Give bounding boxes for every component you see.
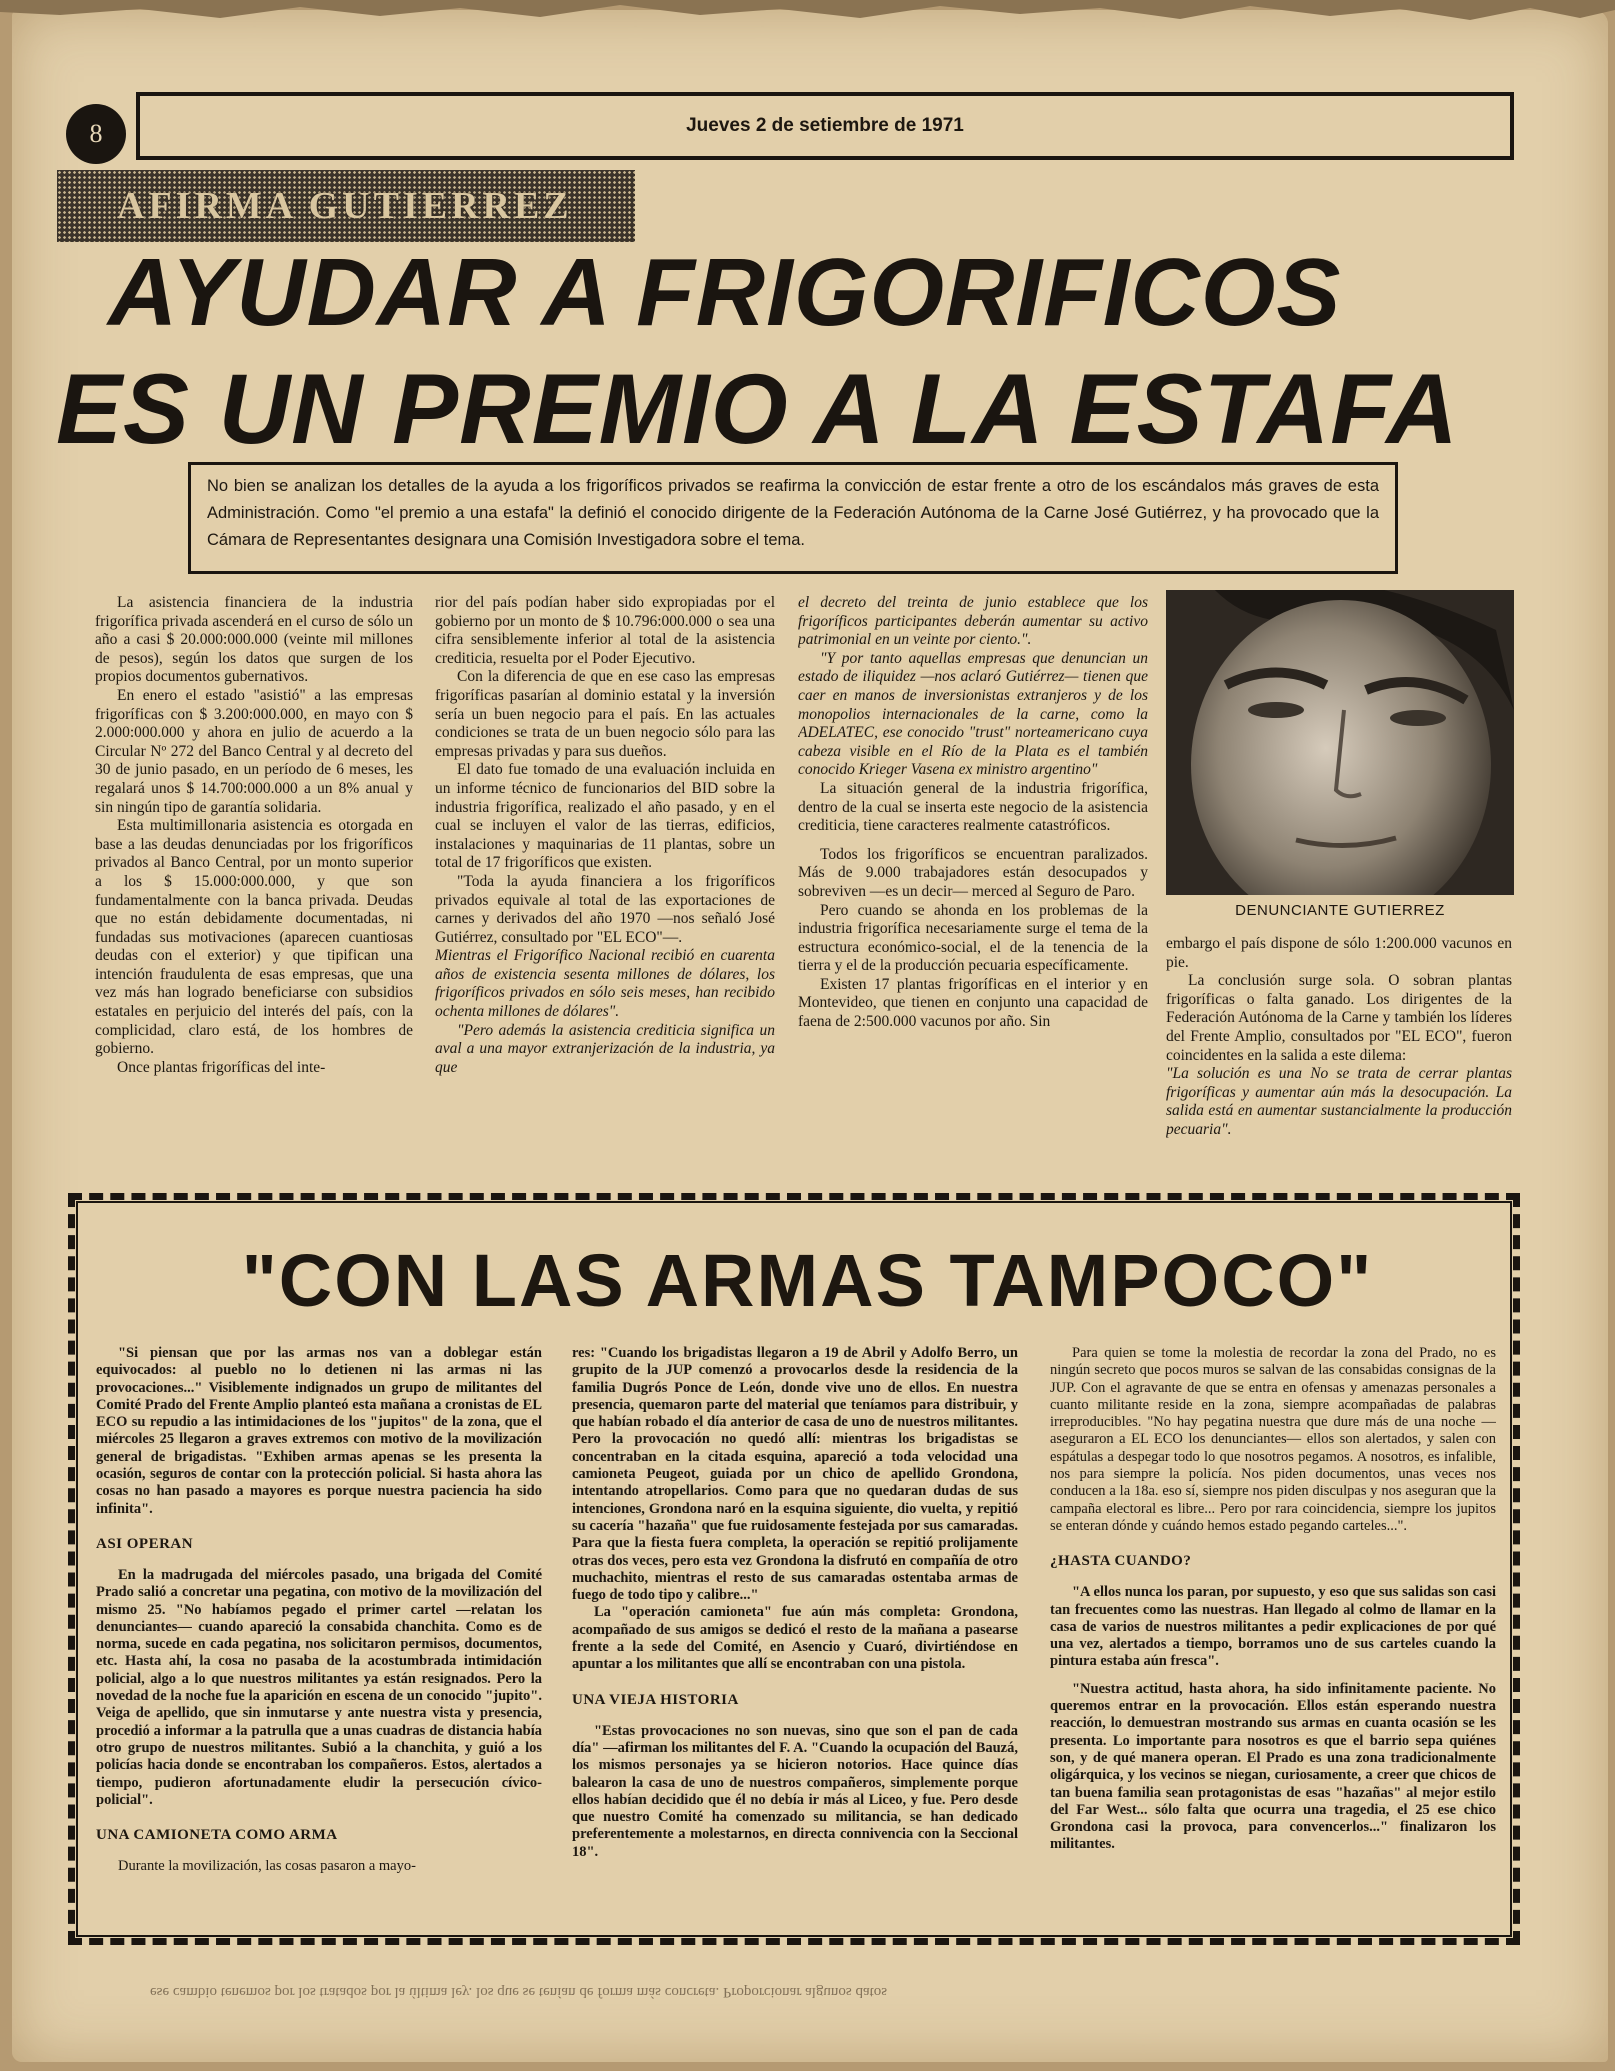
page-number: 8 [66,104,126,164]
photo-caption: DENUNCIANTE GUTIERREZ [1235,902,1445,919]
article1-column-3 [798,594,1148,1179]
subheading: ¿HASTA CUANDO? [1050,1553,1192,1570]
article2-headline: "CON LAS ARMAS TAMPOCO" [241,1239,1374,1322]
quote-italic: "Y por tanto aquellas empresas que denuncian un estado de iliquidez —nos aclaró Gutiérrez— tienen que caer en manos de inversionistas extranjeros y de los monopolios internacionales de la carne, como la ADELATEC, ese conocido "trust" norteamericano cuya cabeza visible en el Río de la Plata es el también conocido Krieger Vasena ex ministro argentino" [798,649,1148,779]
bleed-through-text: ese cambio tenemos por los tratados por la última ley. los que se tenían de forma más concreta. Proporcionar algunos datos [150,1984,888,2000]
article2-column-1 [96,1345,542,1925]
paragraph: La asistencia financiera de la industria frigorífica privada ascenderá en el curso de sólo un año a casi $ 20.000:000.000 (veinte mil millones de pesos), según los datos que surgen de los propios documentos gubernativos. [95,594,413,686]
paragraph: En enero el estado "asistió" a las empresas frigoríficas con $ 3.200:000.000, en mayo con $ 2.000:000.000 y ahora en julio de acuerdo a la Circular Nº 272 del Banco Central y al decreto del 30 de junio pasado, en un período de 6 meses, les regalará unos $ 14.700:000.000 a un 8% anual y sin ningún tipo de garantía solidaria. [95,686,413,816]
portrait-photo [1166,590,1514,895]
paragraph: Pero cuando se ahonda en los problemas de la industria frigorífica necesariamente surge el tema de la estructura económico-social, el de la tenencia de la tierra y el de la producción pecuaria específicamente. [798,901,1148,975]
paragraph: rior del país podían haber sido expropiadas por el gobierno por un monto de $ 10.796:000.000 o sea una cifra sensiblemente inferior al total de la asistencia crediticia, resuelta por el Poder Ejecutivo. [435,594,775,667]
paragraph: La "operación camioneta" fue aún más completa: Grondona, acompañado de sus amigos se dedicó el resto de la mañana a pasearse frente a la sede del Comité, en Asencio y Cuaró, divirtiéndose en apuntar a los militantes que allí se encontraban con una pistola. [572,1604,1018,1673]
paragraph: La situación general de la industria frigorífica, dentro de la cual se inserta este negocio de la asistencia crediticia, tiene caracteres realmente catastróficos. [798,779,1148,835]
paragraph [435,1022,775,1078]
paragraph: embargo el país dispone de sólo 1:200.000 vacunos en pie. [1166,935,1512,971]
subheading: ASI OPERAN [96,1535,194,1552]
paragraph: La conclusión surge sola. O sobran plantas frigoríficas o falta ganado. Los dirigentes de la Federación Autónoma de la Carne y también los líderes del Frente Amplio, consultados por "EL ECO", fueron coincidentes en la salida a este dilema: [1166,972,1512,1064]
subheading: UNA CAMIONETA COMO ARMA [96,1827,338,1844]
paragraph: Existen 17 plantas frigoríficas en el interior y en Montevideo, que tienen en conjunto una capacidad de faena de 2:500.000 vacunos por año. Sin [798,975,1148,1031]
paragraph: Todos los frigoríficos se encuentran paralizados. Más de 9.000 trabajadores están desocupados y sobreviven —es un decir— merced al Seguro de Paro. [798,845,1148,900]
torn-top-edge [0,0,1615,26]
subheading: UNA VIEJA HISTORIA [572,1691,739,1708]
paragraph: "Nuestra actitud, hasta ahora, ha sido infinitamente paciente. No queremos entrar en la provocación. Ellos están esperando nuestra reacción, lo demuestran mostrando sus armas en cuanta ocasión se les presenta. Lo importante para nosotros es que el barrio sepa quiénes son, y de qué manera operan. El Prado es una zona tradicionalmente oligárquica, y los vecinos se niegan, curiosamente, a creer que chicos de tan buena familia sean protagonistas de esas "hazañas" al mejor estilo del Far West... sólo falta que ocurra una tragedia, el 25 ese chico Grondona casi la provoca, para convencerlos..." finalizaron los militantes. [1050,1680,1496,1853]
article1-column-4 [1166,935,1512,1180]
paragraph: En la madrugada del miércoles pasado, una brigada del Comité Prado salió a concretar una pegatina, con motivo de la movilización del mismo 25. "No habíamos pegado el primer cartel —relatan los denunciantes— cuando apareció la consabida chanchita. Como es de norma, sucede en cada pegatina, nos solicitaron permisos, documentos, etc. Hasta ahí, la cosa no pasaba de la acostumbrada intimidación policial, algo a lo que nuestros militantes ya están resignados. Pero la novedad de la noche fue la aparición en escena de un conocido "jupito". Veiga de apellido, que sin inmutarse y ante nuestra vista y presencia, procedió a informar a la patrulla que a unas cuadras de distancia había otro grupo de nuestros militantes. Subió a la chanchita, y guió a los policías hacia donde se encontraban los compañeros. Estos, alertados a tiempo, pudieron afortunadamente eludir la persecución cívico-policial". [96,1566,542,1808]
quote-italic: "Pero además la asistencia crediticia significa un aval a una mayor extranjerización de la industria, ya que [435,1021,775,1076]
paragraph: Para quien se tome la molestia de recordar la zona del Prado, no es ningún secreto que pocos muros se salvan de las consabidas consignas de la JUP. Con el agravante de que se entra en ofensas y amenazas personales a cuanto militante reside en la zona, siempre acompañadas de palabras irreproducibles. "No hay pegatina nuestra que dure más de una noche —aseguraron a EL ECO los denunciantes— ellos son alertados, y salen con espátulas a despegar todo lo que nosotros pegamos. A nosotros, es infalible, nos para siempre la policía. Nos piden documentos, unas veces nos conducen a la 18a. eso sí, siempre nos piden disculpas y nos aseguran que la campaña electoral es libre... Pero por rara coincidencia, siempre los jupitos se enteran dónde y cuándo hemos estado pegando carteles...". [1050,1345,1496,1534]
paragraph [435,947,775,1021]
headline-line-2: ES UN PREMIO A LA ESTAFA [56,353,1459,464]
headline-line-1: AYUDAR A FRIGORIFICOS [108,239,1342,346]
paragraph: "Toda la ayuda financiera a los frigoríficos privados equivale al total de las exportaciones de carnes y derivados del año 1970 —nos señaló José Gutiérrez, consultado por "EL ECO"—. [435,872,775,946]
paragraph: Esta multimillonaria asistencia es otorgada en base a las deudas denunciadas por los frigoríficos privados al Banco Central, por un monto superior a los $ 15.000:000.000, y que son fundamentalmente con la banca privada. Deudas que no están debidamente documentadas, ni fundadas sus motivaciones (aparecen cuantiosas deudas con el exterior) y que tipifican una intención fraudulenta de esas empresas, que una vez más han logrado beneficiarse con subsidios estatales en perjuicio del interés del país, con la complicidad, claro está, de los hombres de gobierno. [95,817,413,1058]
paragraph: "A ellos nunca los paran, por supuesto, y eso que sus salidas son casi tan frecuentes como las nuestras. Han llegado al colmo de llamar en la casa de varios de nuestros militantes a pedir explicaciones de por qué una vez, alertados a tiempo, borramos uno de sus carteles cuando la pintura estaba aún fresca". [1050,1584,1496,1670]
portrait-illustration [1166,590,1514,895]
quote-italic: el decreto del treinta de junio establece que los frigoríficos participantes deberán aumentar su activo patrimonial en un veinte por ciento.". [798,594,1148,649]
paragraph: Once plantas frigoríficas del inte- [117,1058,326,1076]
paragraph: "Estas provocaciones no son nuevas, sino que son el pan de cada día" —afirman los militantes del F. A. "Cuando la ocupación del Bauzá, los mismos personajes ya se hicieron notorios. Hace quince días balearon la casa de uno de nuestros compañeros, simplemente porque ellos habían decidido que él no debía ir más al Liceo, y fue. Pero desde que nuestro Comité ha comenzado su militancia, se han dedicado preferentemente a molestarnos, en directa connivencia con la Seccional 18". [572,1722,1018,1860]
paragraph: res: "Cuando los brigadistas llegaron a 19 de Abril y Adolfo Berro, un grupito de la JUP comenzó a provocarlos desde la residencia de la familia Dugrós Ponce de León, donde vive uno de ellos. En nuestra presencia, quemaron parte del material que teníamos para distribuir, y que habían robado el día anterior de casa de uno de nuestros militantes. Pero la provocación no quedó allí: mientras los brigadistas se concentraban en la citada esquina, apareció a toda velocidad una camioneta Peugeot, guiada por un chico de apellido Grondona, intentando atropellarios. Como para que no quedaran dudas de sus intenciones, Grondona naró en la esquina siguiente, dio vuelta, y repitió su cacería "hazaña" que fue ruidosamente festejada por sus camaradas. Para que la fiesta fuera completa, la operación se repitió prolijamente otras dos veces, pero esta vez Grondona la disfrutó en compañía de otro muchachito, mientras el resto de sus camaradas ostentaba armas de fuego de todo tipo y calibre..." [572,1345,1018,1604]
paragraph [798,650,1148,780]
article-lead: No bien se analizan los detalles de la ayuda a los frigoríficos privados se reafirma la convicción de estar frente a otro de los escándalos más graves de esta Administración. Como "el premio a una estafa" la definió el conocido dirigente de la Federación Autónoma de la Carne José Gutiérrez, y ha provocado que la Cámara de Representantes designara una Comisión Investigadora sobre el tema. [188,462,1398,574]
paragraph: El dato fue tomado de una evaluación incluida en un informe técnico de funcionarios del BID sobre la industria frigorífica, realizado el año pasado, y en el cual se incluyen el valor de las tierras, edificios, instalaciones y maquinarias de 11 plantas, sobre un total de 17 frigoríficos que existen. [435,761,775,872]
article1-column-1 [95,594,413,1179]
paragraph [1166,1065,1512,1139]
paragraph: "Si piensan que por las armas nos van a doblegar están equivocados: al pueblo no lo detienen ni las armas ni las provocaciones..." Visiblemente indignados un grupo de militantes del Comité Prado del Frente Amplio planteó esta mañana a cronistas de EL ECO su repudio a las intimidaciones de los "jupitos" de la zona, que el miércoles 25 llegaron a graves extremos con motivo de la movilización general de brigadistas. "Exhiben armas apenas se les presenta la ocasión, seguros de contar con la protección policial. Si hasta ahora las cosas no han pasado a mayores es porque nuestra paciencia ha sido infinita". [96,1345,542,1517]
quote-italic: Mientras el Frigorífico Nacional recibió en cuarenta años de existencia sesenta millones de dólares, los frigoríficos privados en sólo seis meses, han recibido ochenta millones de dólares". [435,947,775,1021]
article2-column-3 [1050,1345,1496,1925]
paragraph: Durante la movilización, las cosas pasaron a mayo- [118,1858,416,1875]
issue-date: Jueves 2 de setiembre de 1971 [686,115,964,136]
article2-column-2 [572,1345,1018,1925]
date-bar [136,92,1514,160]
article1-column-2 [435,594,775,1179]
article-kicker: AFIRMA GUTIERREZ [57,170,635,242]
paragraph: Con la diferencia de que en ese caso las empresas frigoríficas pasarían al dominio estatal y la inversión sería un buen negocio para el país. En las actuales condiciones se trata de un buen negocio sólo para las empresas privadas y para sus dueños. [435,668,775,760]
quote-italic: "La solución es una No se trata de cerrar plantas frigoríficas y aumentar aún más la desocupación. La salida está en aumentar sustancialmente la producción pecuaria". [1166,1065,1512,1138]
paragraph [798,594,1148,650]
